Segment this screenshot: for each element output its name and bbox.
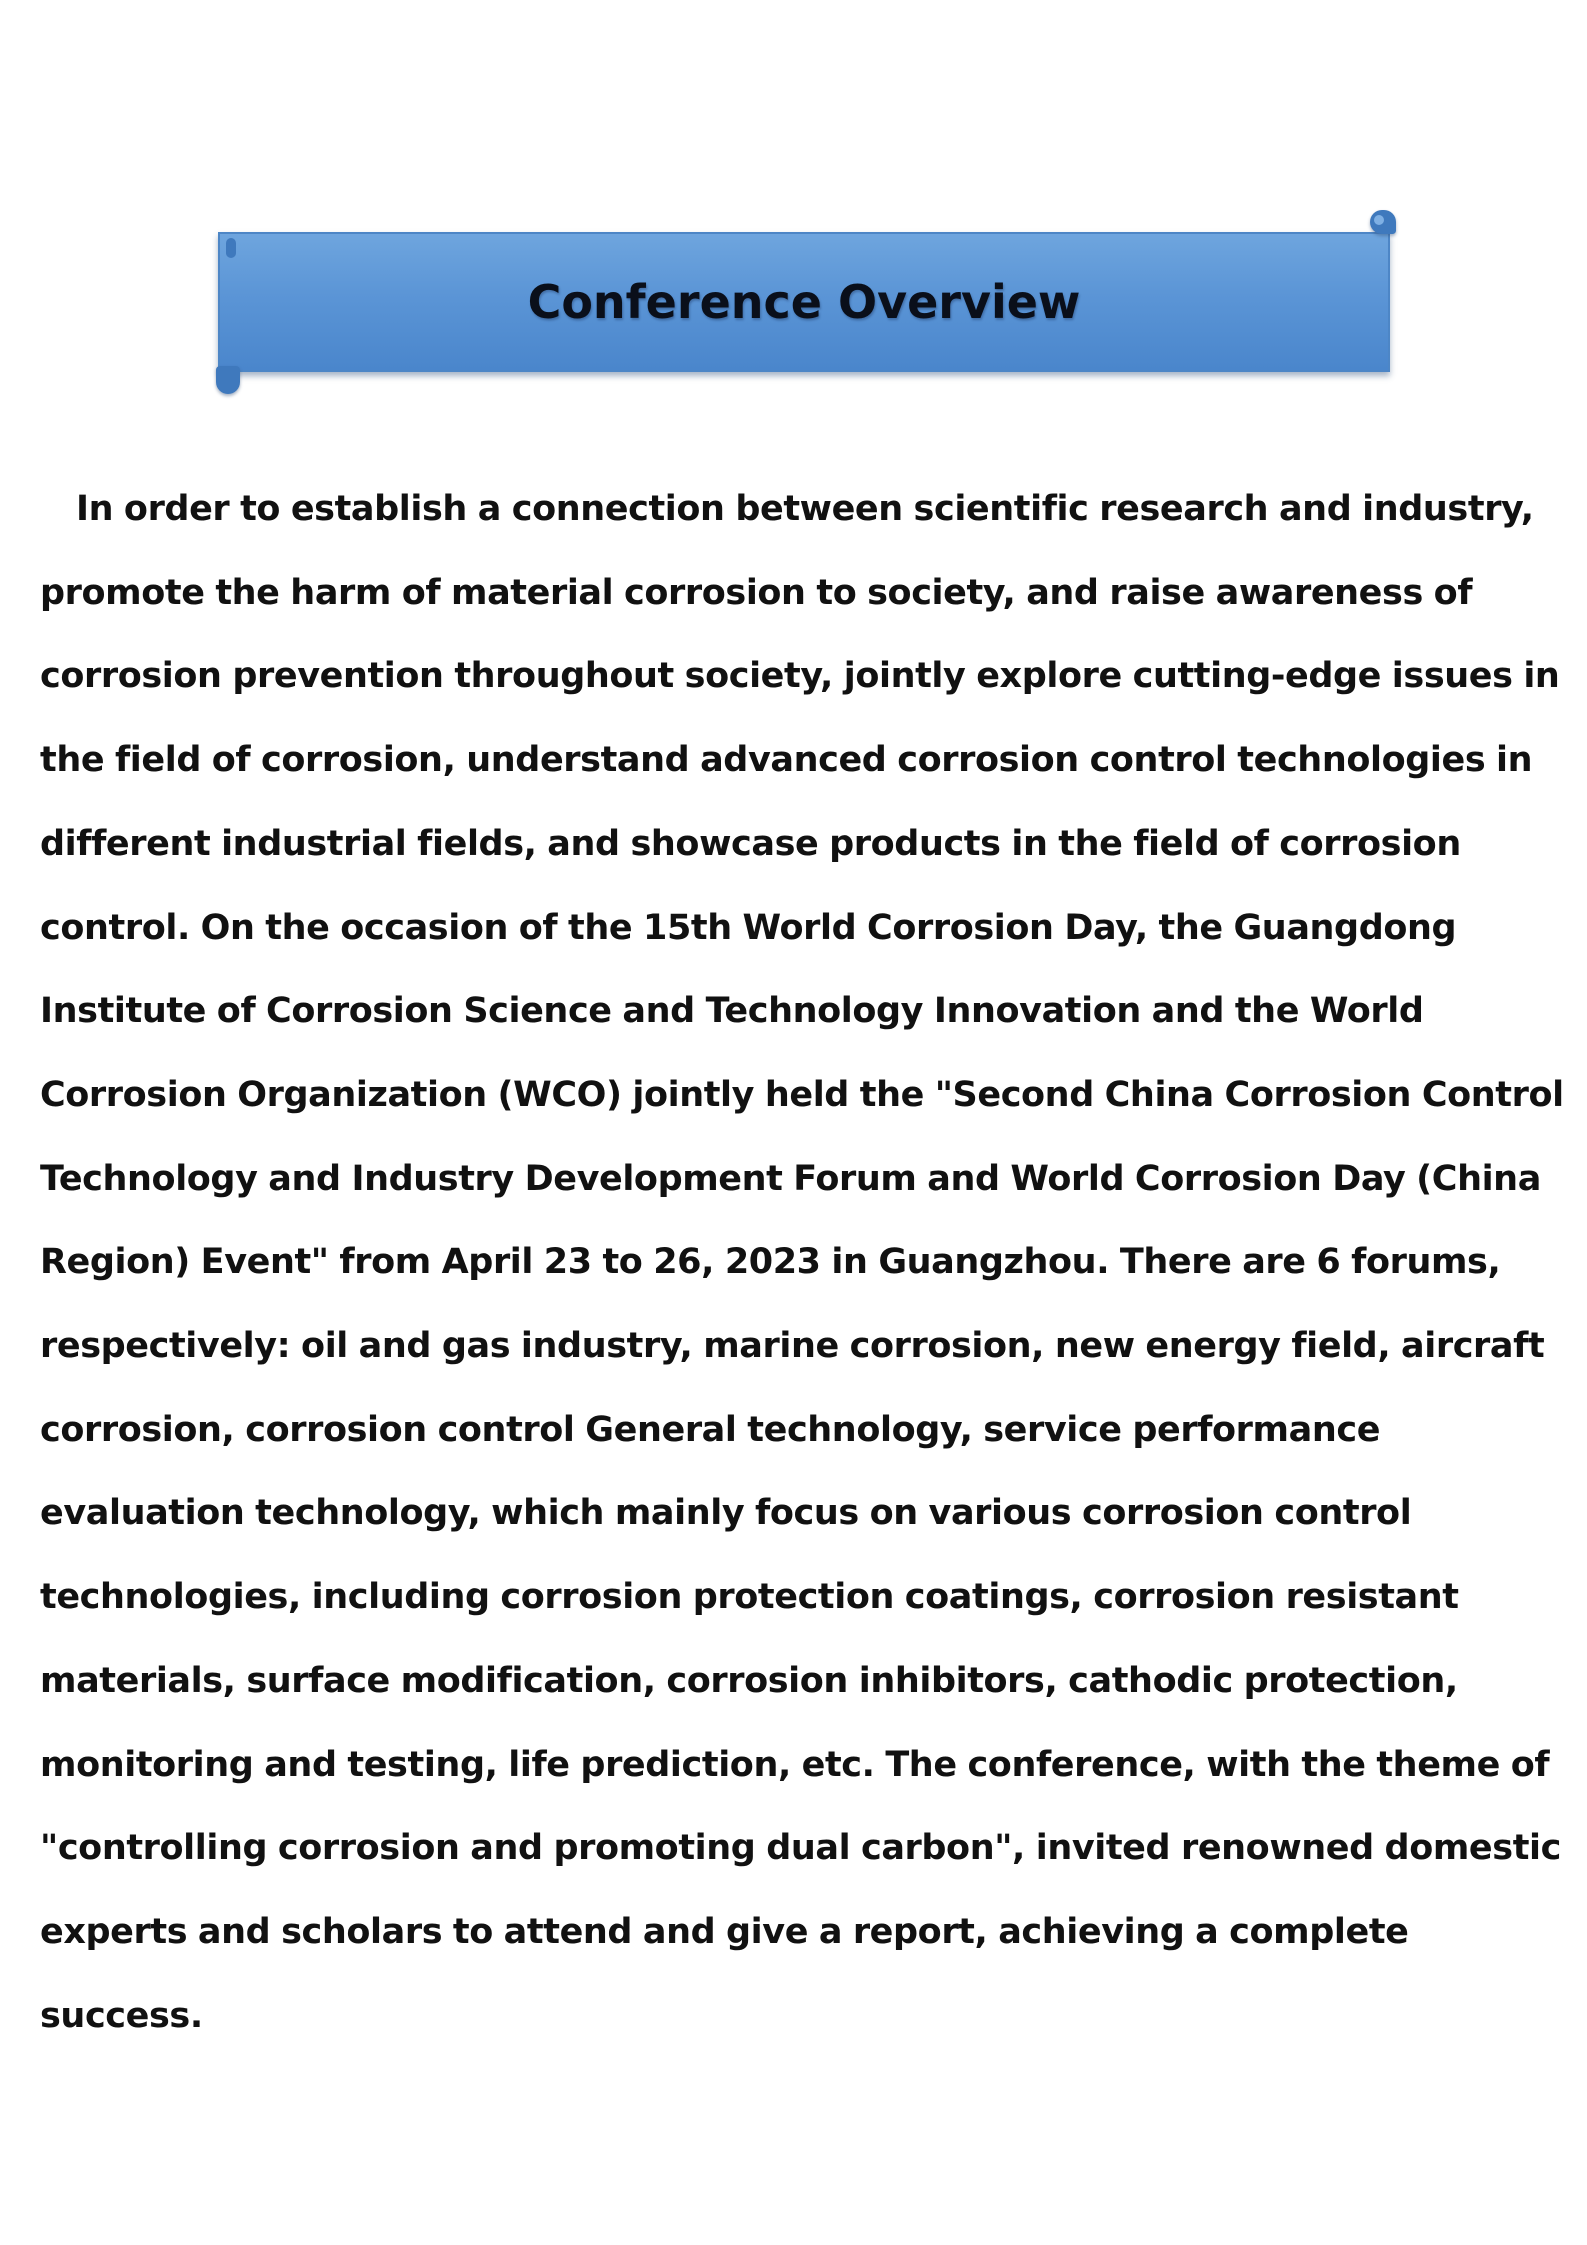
body-content	[40, 468, 1570, 2058]
overview-paragraph: In order to establish a connection between scientific research and industry, promote the harm of material corrosion to society, and raise awareness of corrosion prevention throughout society, jointly explore cutting-edge issues in the field of corrosion, understand advanced corrosion control technologies in different industrial fields, and showcase products in the field of corrosion control. On the occasion of the 15th World Corrosion Day, the Guangdong Institute of Corrosion Science and Technology Innovation and the World Corrosion Organization (WCO) jointly held the "Second China Corrosion Control Technology and Industry Development Forum and World Corrosion Day (China Region) Event" from April 23 to 26, 2023 in Guangzhou. There are 6 forums, respectively: oil and gas industry, marine corrosion, new energy field, aircraft corrosion, corrosion control General technology, service performance evaluation technology, which mainly focus on various corrosion control technologies, including corrosion protection coatings, corrosion resistant materials, surface modification, corrosion inhibitors, cathodic protection, monitoring and testing, life prediction, etc. The conference, with the theme of "controlling corrosion and promoting dual carbon", invited renowned domestic experts and scholars to attend and give a report, achieving a complete success.	[40, 489, 1564, 2036]
section-title: Conference Overview	[527, 275, 1081, 329]
scroll-curl-icon	[1370, 210, 1396, 234]
section-banner	[218, 232, 1390, 372]
